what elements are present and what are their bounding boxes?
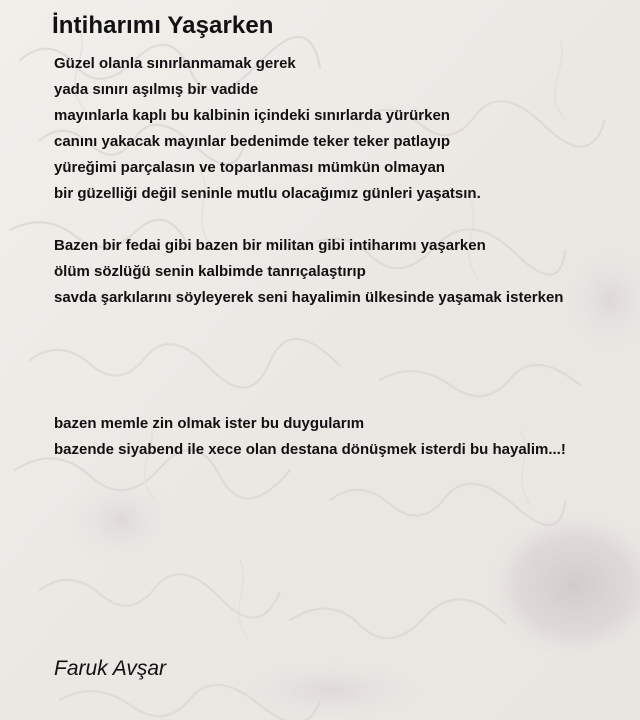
poem-line: bir güzelliği değil seninle mutlu olacağımız günleri yaşatsın. <box>54 185 481 202</box>
poem-line: mayınlarla kaplı bu kalbinin içindeki sınırlarda yürürken <box>54 107 450 124</box>
poem-line: Güzel olanla sınırlanmamak gerek <box>54 55 296 72</box>
poem-line: bazende siyabend ile xece olan destana dönüşmek isterdi bu hayalim...! <box>54 441 566 458</box>
poem-line: savda şarkılarını söyleyerek seni hayalimin ülkesinde yaşamak isterken <box>54 289 564 306</box>
poem-line: ölüm sözlüğü senin kalbimde tanrıçalaştırıp <box>54 263 366 280</box>
poem-title: İntiharımı Yaşarken <box>52 12 274 39</box>
poem-line: yüreğimi parçalasın ve toparlanması mümkün olmayan <box>54 159 445 176</box>
poem-line: canını yakacak mayınlar bedenimde teker teker patlayıp <box>54 133 451 150</box>
poem-stanza-2 <box>54 233 563 311</box>
poem-line: yada sınırı aşılmış bir vadide <box>54 81 259 98</box>
poem-stanza-1 <box>54 51 481 207</box>
poem-author: Faruk Avşar <box>54 657 167 680</box>
poem-stanza-3 <box>54 411 566 463</box>
poem-line: Bazen bir fedai gibi bazen bir militan gibi intiharımı yaşarken <box>54 237 486 254</box>
poem-line: bazen memle zin olmak ister bu duygularım <box>54 415 365 432</box>
